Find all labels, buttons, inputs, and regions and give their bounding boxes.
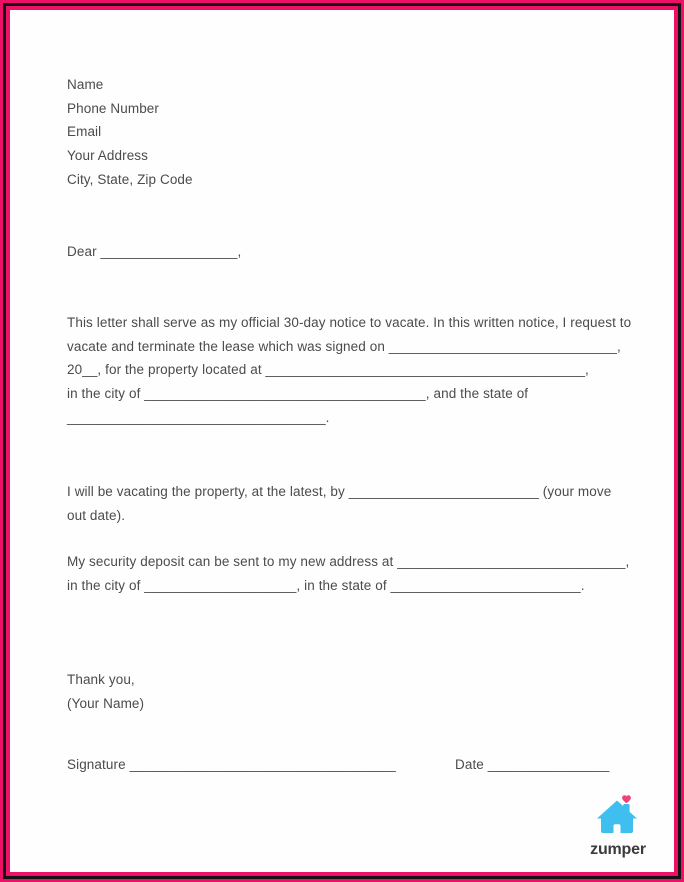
move-out-paragraph xyxy=(67,480,611,527)
heart-icon xyxy=(622,795,631,803)
sender-name-line: Name xyxy=(67,77,104,92)
letter-line: __________________________________. xyxy=(67,409,330,425)
closing-thank-you-line: Thank you, xyxy=(67,672,135,687)
sender-email-line: Email xyxy=(67,124,102,140)
letter-line: My security deposit can be sent to my new address at ______________________________, xyxy=(67,554,630,569)
signature-date-row xyxy=(67,753,634,777)
date-blank-line: ________________ xyxy=(487,757,610,772)
notice-paragraph xyxy=(67,311,631,430)
letter-line: in the city of _____________________________________, and the state of xyxy=(67,386,529,402)
sender-phone-line: Phone Number xyxy=(67,100,160,116)
letter-line: I will be vacating the property, at the latest, by _________________________ (your move xyxy=(67,484,612,499)
letter-line: This letter shall serve as my official 30-day notice to vacate. In this written notice, I request to xyxy=(67,315,632,330)
date-label: Date xyxy=(455,757,484,772)
zumper-logo xyxy=(583,794,653,859)
letter-line: vacate and terminate the lease which was signed on ______________________________, xyxy=(67,338,621,354)
signature-label: Signature xyxy=(67,757,126,772)
closing-block xyxy=(67,668,144,715)
zumper-wordmark: zumper xyxy=(590,841,646,858)
sender-city-state-zip-line: City, State, Zip Code xyxy=(67,171,193,187)
sender-info-block xyxy=(67,73,193,192)
signature-blank-line: ___________________________________ xyxy=(129,757,396,772)
letter-line: in the city of ____________________, in the state of _________________________. xyxy=(67,577,585,593)
date-group xyxy=(455,753,610,777)
house-icon xyxy=(596,794,640,840)
salutation-line: Dear __________________, xyxy=(67,244,242,259)
letter-page xyxy=(10,10,674,872)
sender-address-line: Your Address xyxy=(67,148,149,164)
letter-line: 20__, for the property located at __________________________________________, xyxy=(67,362,589,378)
letter-line: out date). xyxy=(67,507,126,523)
security-deposit-paragraph xyxy=(67,550,629,597)
closing-your-name-line: (Your Name) xyxy=(67,695,145,711)
